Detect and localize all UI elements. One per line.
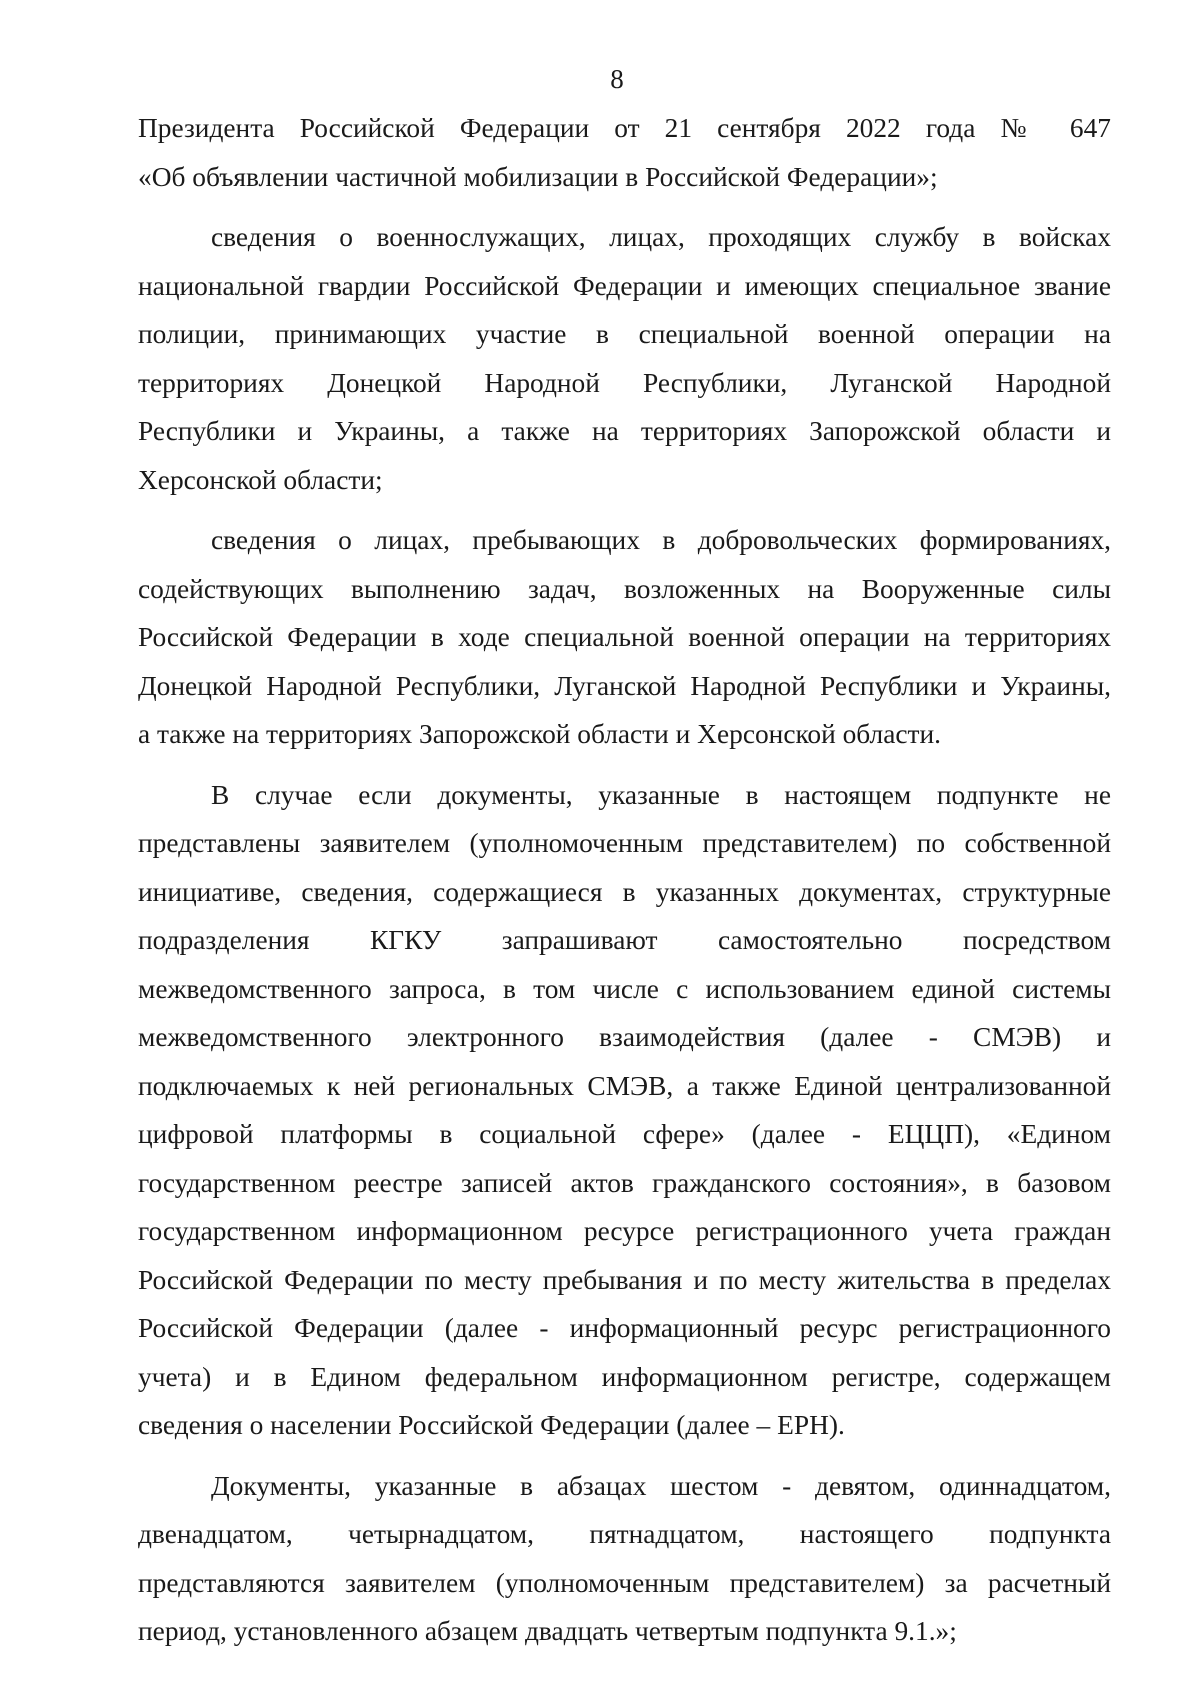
text-line: сведения о военнослужащих, лицах, проходящих службу в войсках — [211, 222, 1111, 252]
text-line: Документы, указанные в абзацах шестом - девятом, одиннадцатом, — [211, 1470, 1111, 1501]
page-number: 8 — [610, 64, 624, 94]
text-line: полиции, принимающих участие в специальной военной операции на — [138, 319, 1111, 349]
text-line: сведения о населении Российской Федерации (далее – ЕРН). — [138, 1410, 845, 1440]
text-line: Российской Федерации (далее - информационный ресурс регистрационного — [138, 1313, 1111, 1343]
text-line: цифровой платформы в социальной сфере» (далее - ЕЦЦП), «Едином — [138, 1119, 1111, 1149]
text-line: Президента Российской Федерации от 21 сентября 2022 года № 647 — [138, 113, 1111, 143]
text-line: представлены заявителем (уполномоченным представителем) по собственной — [138, 828, 1111, 858]
text-line: «Об объявлении частичной мобилизации в Российской Федерации»; — [138, 161, 938, 192]
text-line: Российской Федерации в ходе специальной военной операции на территориях — [138, 622, 1111, 652]
paragraph — [138, 516, 1111, 759]
text-line: период, установленного абзацем двадцать четвертым подпункта 9.1.»; — [138, 1616, 957, 1646]
paragraph — [138, 1462, 1111, 1656]
text-line: национальной гвардии Российской Федерации и имеющих специальное звание — [138, 270, 1111, 301]
text-line: подключаемых к ней региональных СМЭВ, а также Единой централизованной — [138, 1070, 1111, 1101]
text-line: В случае если документы, указанные в настоящем подпункте не — [211, 779, 1111, 810]
text-line: межведомственного электронного взаимодействия (далее - СМЭВ) и — [138, 1022, 1111, 1052]
paragraph — [138, 771, 1111, 1450]
text-line: Херсонской области; — [138, 464, 383, 495]
text-line: подразделения КГКУ запрашивают самостоятельно посредством — [138, 925, 1111, 955]
text-line: государственном реестре записей актов гражданского состояния», в базовом — [138, 1167, 1111, 1198]
text-line: сведения о лицах, пребывающих в добровольческих формированиях, — [211, 525, 1111, 555]
text-line: межведомственного запроса, в том числе с использованием единой системы — [138, 973, 1111, 1004]
text-line: государственном информационном ресурсе регистрационного учета граждан — [138, 1216, 1111, 1246]
text-line: учета) и в Едином федеральном информационном регистре, содержащем — [138, 1361, 1111, 1392]
text-line: Российской Федерации по месту пребывания и по месту жительства в пределах — [138, 1264, 1111, 1295]
document-body — [138, 104, 1111, 1656]
text-line: представляются заявителем (уполномоченным представителем) за расчетный — [138, 1567, 1111, 1598]
text-line: Республики и Украины, а также на территориях Запорожской области и — [138, 416, 1111, 446]
paragraph — [138, 104, 1111, 201]
text-line: двенадцатом, четырнадцатом, пятнадцатом, настоящего подпункта — [138, 1519, 1111, 1549]
text-line: территориях Донецкой Народной Республики, Луганской Народной — [138, 367, 1111, 398]
text-line: а также на территориях Запорожской области и Херсонской области. — [138, 719, 942, 749]
text-line: содействующих выполнению задач, возложенных на Вооруженные силы — [138, 573, 1111, 604]
text-line: инициативе, сведения, содержащиеся в указанных документах, структурные — [138, 876, 1111, 907]
text-line: Донецкой Народной Республики, Луганской Народной Республики и Украины, — [138, 670, 1111, 701]
paragraph — [138, 213, 1111, 504]
